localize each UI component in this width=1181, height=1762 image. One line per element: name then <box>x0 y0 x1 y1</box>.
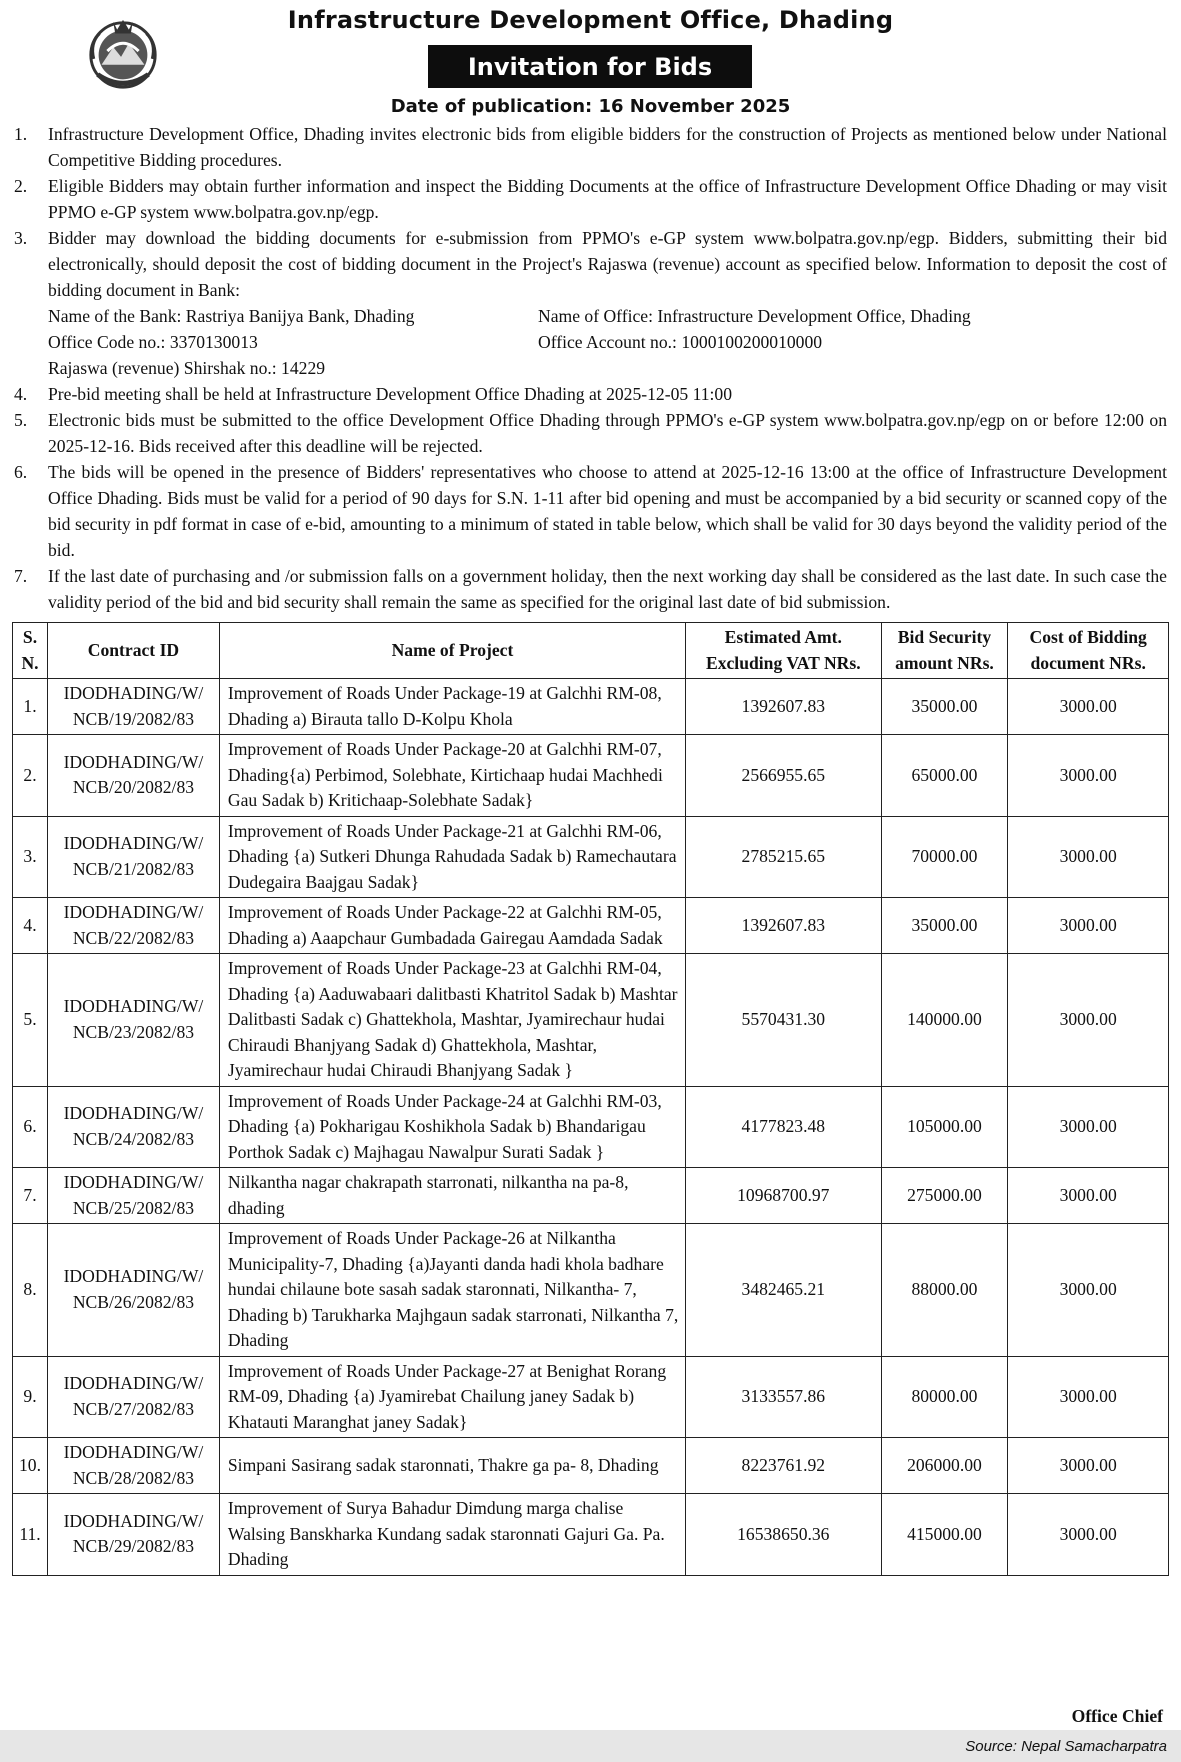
bank-office-code: Office Code no.: 3370130013 <box>48 332 258 352</box>
cell-contract-id: IDODHADING/W/ NCB/29/2082/83 <box>48 1494 220 1576</box>
cell-sn: 7. <box>13 1168 48 1224</box>
cell-cost: 3000.00 <box>1008 898 1169 954</box>
cell-security: 35000.00 <box>881 898 1008 954</box>
cell-sn: 10. <box>13 1438 48 1494</box>
source-bar <box>0 1730 1181 1762</box>
cell-security: 206000.00 <box>881 1438 1008 1494</box>
table-row <box>13 1356 1169 1438</box>
table-row <box>13 816 1169 898</box>
cell-security: 70000.00 <box>881 816 1008 898</box>
cell-sn: 1. <box>13 679 48 735</box>
header-project: Name of Project <box>219 623 685 679</box>
source-credit: Source: Nepal Samacharpatra <box>965 1738 1167 1755</box>
cell-security: 140000.00 <box>881 954 1008 1087</box>
cell-contract-id: IDODHADING/W/ NCB/20/2082/83 <box>48 735 220 817</box>
notice-point-5: 5. Electronic bids must be submitted to the office Development Office Dhading through PPMO's e-GP system www.bolpatra.gov.np/egp on or before 12:00 on 2025-12-16. Bids received after this deadline will be rejected. <box>14 410 1167 456</box>
cell-cost: 3000.00 <box>1008 1356 1169 1438</box>
cell-cost: 3000.00 <box>1008 1494 1169 1576</box>
bank-name: Name of the Bank: Rastriya Banijya Bank, Dhading <box>48 306 415 326</box>
cell-sn: 2. <box>13 735 48 817</box>
cell-sn: 5. <box>13 954 48 1087</box>
office-name: Infrastructure Development Office, Dhading <box>287 6 894 34</box>
notice-point-6: 6. The bids will be opened in the presence of Bidders' representatives who choose to attend at 2025-12-16 13:00 at the office of Infrastructure Development Office Dhading. Bids must be valid for a period of 90 days for S.N. 1-11 after bid opening and must be accompanied by a bid security or scanned copy of the bid security in pdf format in case of e-bid, amounting to a minimum of stated in table below, which shall be valid for 30 days beyond the validity period of the bid. <box>14 462 1167 560</box>
cell-contract-id: IDODHADING/W/ NCB/19/2082/83 <box>48 679 220 735</box>
table-row <box>13 1168 1169 1224</box>
cell-project: Improvement of Roads Under Package-26 at Nilkantha Municipality-7, Dhading {a)Jayanti danda hadi khola badhare hundai chilaune bote sasah sadak staronnati, Nilkantha- 7, Dhading b) Tarukharka Majhgaun sadak starronati, Nilkantha 7, Dhading <box>219 1224 685 1357</box>
cell-sn: 6. <box>13 1086 48 1168</box>
table-row <box>13 954 1169 1087</box>
notice-point-2: 2. Eligible Bidders may obtain further information and inspect the Bidding Documents at the office of Infrastructure Development Office Dhading or may visit PPMO e-GP system www.bolpatra.gov.np/egp. <box>14 176 1167 222</box>
cell-sn: 8. <box>13 1224 48 1357</box>
cell-contract-id: IDODHADING/W/ NCB/22/2082/83 <box>48 898 220 954</box>
publication-date: Date of publication: 16 November 2025 <box>390 96 791 117</box>
cell-security: 105000.00 <box>881 1086 1008 1168</box>
cell-estimate: 2566955.65 <box>686 735 882 817</box>
table-row <box>13 1224 1169 1357</box>
table-row <box>13 898 1169 954</box>
header-contract-id: Contract ID <box>48 623 220 679</box>
cell-estimate: 3482465.21 <box>686 1224 882 1357</box>
cell-estimate: 5570431.30 <box>686 954 882 1087</box>
notice-points <box>14 121 1167 615</box>
cell-cost: 3000.00 <box>1008 954 1169 1087</box>
cell-project: Improvement of Surya Bahadur Dimdung marga chalise Walsing Banskharka Kundang sadak staronnati Gajuri Ga. Pa. Dhading <box>219 1494 685 1576</box>
header-cost: Cost of Bidding document NRs. <box>1008 623 1169 679</box>
cell-cost: 3000.00 <box>1008 735 1169 817</box>
cell-cost: 3000.00 <box>1008 1224 1169 1357</box>
notice-point-1: 1. Infrastructure Development Office, Dhading invites electronic bids from eligible bidders for the construction of Projects as mentioned below under National Competitive Bidding procedures. <box>14 124 1167 170</box>
notice-point-7: 7. If the last date of purchasing and /or submission falls on a government holiday, then the next working day shall be considered as the last date. In such case the validity period of the bid and bid security shall remain the same as specified for the original last date of bid submission. <box>14 566 1167 612</box>
table-row <box>13 1438 1169 1494</box>
header-sn: S. N. <box>13 623 48 679</box>
bank-shirshak: Rajaswa (revenue) Shirshak no.: 14229 <box>48 358 326 378</box>
table-row <box>13 735 1169 817</box>
cell-security: 88000.00 <box>881 1224 1008 1357</box>
cell-estimate: 1392607.83 <box>686 679 882 735</box>
cell-estimate: 2785215.65 <box>686 816 882 898</box>
cell-project: Improvement of Roads Under Package-22 at Galchhi RM-05, Dhading a) Aaapchaur Gumbadada Gairegau Aamdada Sadak <box>219 898 685 954</box>
cell-cost: 3000.00 <box>1008 1086 1169 1168</box>
cell-project: Simpani Sasirang sadak staronnati, Thakre ga pa- 8, Dhading <box>219 1438 685 1494</box>
cell-project: Improvement of Roads Under Package-19 at Galchhi RM-08, Dhading a) Birauta tallo D-Kolpu Khola <box>219 679 685 735</box>
notice-point-4: 4. Pre-bid meeting shall be held at Infrastructure Development Office Dhading at 2025-12-05 11:00 <box>14 384 732 404</box>
cell-sn: 3. <box>13 816 48 898</box>
bank-office-name: Name of Office: Infrastructure Development Office, Dhading <box>538 306 971 326</box>
cell-contract-id: IDODHADING/W/ NCB/23/2082/83 <box>48 954 220 1087</box>
bank-details <box>48 303 1167 381</box>
cell-estimate: 8223761.92 <box>686 1438 882 1494</box>
cell-project: Improvement of Roads Under Package-23 at Galchhi RM-04, Dhading {a) Aaduwabaari dalitbasti Khatritol Sadak b) Mashtar Dalitbasti Sadak c) Ghattekhola, Mashtar, Jyamirechaur hudai Chiraudi Bhanjyang Sadak d) Ghattekhola, Mashtar, Jyamirechaur hudai Chiraudi Bhanjyang Sadak } <box>219 954 685 1087</box>
office-chief-signature: Office Chief <box>1071 1706 1163 1726</box>
projects-table <box>12 622 1169 1576</box>
cell-contract-id: IDODHADING/W/ NCB/28/2082/83 <box>48 1438 220 1494</box>
table-row <box>13 1494 1169 1576</box>
cell-project: Improvement of Roads Under Package-20 at Galchhi RM-07, Dhading{a) Perbimod, Solebhate, Kirtichaap hudai Machhedi Gau Sadak b) Kritichaap-Solebhate Sadak} <box>219 735 685 817</box>
cell-security: 415000.00 <box>881 1494 1008 1576</box>
cell-estimate: 4177823.48 <box>686 1086 882 1168</box>
cell-cost: 3000.00 <box>1008 1168 1169 1224</box>
cell-estimate: 1392607.83 <box>686 898 882 954</box>
cell-project: Improvement of Roads Under Package-24 at Galchhi RM-03, Dhading {a) Pokharigau Koshikhola Sadak b) Bhandarigau Porthok Sadak c) Majhagau Nawalpur Surati Sadak } <box>219 1086 685 1168</box>
notice-point-3: 3. Bidder may download the bidding documents for e-submission from PPMO's e-GP system www.bolpatra.gov.np/egp. Bidders, submitting their bid electronically, should deposit the cost of bidding document in the Project's Rajaswa (revenue) account as specified below. Information to deposit the cost of bidding document in Bank: Name of the Bank: Rastriya Banijya Bank, Dhading Name of Office: Infrastructure Development Office, Dhading Office Code no.: 3370130013 Office Account no.: 1000100200010000 Rajaswa (revenue) Shirshak no.: 14229 <box>14 225 1167 381</box>
cell-cost: 3000.00 <box>1008 679 1169 735</box>
cell-security: 275000.00 <box>881 1168 1008 1224</box>
invitation-title: Invitation for Bids <box>428 45 752 88</box>
cell-contract-id: IDODHADING/W/ NCB/26/2082/83 <box>48 1224 220 1357</box>
bank-account-no: Office Account no.: 1000100200010000 <box>538 332 823 352</box>
cell-sn: 4. <box>13 898 48 954</box>
cell-contract-id: IDODHADING/W/ NCB/27/2082/83 <box>48 1356 220 1438</box>
cell-estimate: 10968700.97 <box>686 1168 882 1224</box>
cell-sn: 9. <box>13 1356 48 1438</box>
cell-security: 80000.00 <box>881 1356 1008 1438</box>
cell-estimate: 3133557.86 <box>686 1356 882 1438</box>
header <box>0 0 1181 117</box>
cell-cost: 3000.00 <box>1008 816 1169 898</box>
cell-contract-id: IDODHADING/W/ NCB/24/2082/83 <box>48 1086 220 1168</box>
header-security: Bid Security amount NRs. <box>881 623 1008 679</box>
cell-security: 35000.00 <box>881 679 1008 735</box>
cell-sn: 11. <box>13 1494 48 1576</box>
cell-project: Improvement of Roads Under Package-21 at Galchhi RM-06, Dhading {a) Sutkeri Dhunga Rahudada Sadak b) Ramechautara Dudegaira Baajgau Sadak} <box>219 816 685 898</box>
cell-project: Nilkantha nagar chakrapath starronati, nilkantha na pa-8, dhading <box>219 1168 685 1224</box>
table-header-row <box>13 623 1169 679</box>
cell-project: Improvement of Roads Under Package-27 at Benighat Rorang RM-09, Dhading {a) Jyamirebat Chailung janey Sadak b) Khatauti Maranghat janey Sadak} <box>219 1356 685 1438</box>
header-estimate: Estimated Amt. Excluding VAT NRs. <box>686 623 882 679</box>
table-row <box>13 679 1169 735</box>
table-row <box>13 1086 1169 1168</box>
cell-cost: 3000.00 <box>1008 1438 1169 1494</box>
cell-contract-id: IDODHADING/W/ NCB/21/2082/83 <box>48 816 220 898</box>
cell-contract-id: IDODHADING/W/ NCB/25/2082/83 <box>48 1168 220 1224</box>
cell-security: 65000.00 <box>881 735 1008 817</box>
cell-estimate: 16538650.36 <box>686 1494 882 1576</box>
